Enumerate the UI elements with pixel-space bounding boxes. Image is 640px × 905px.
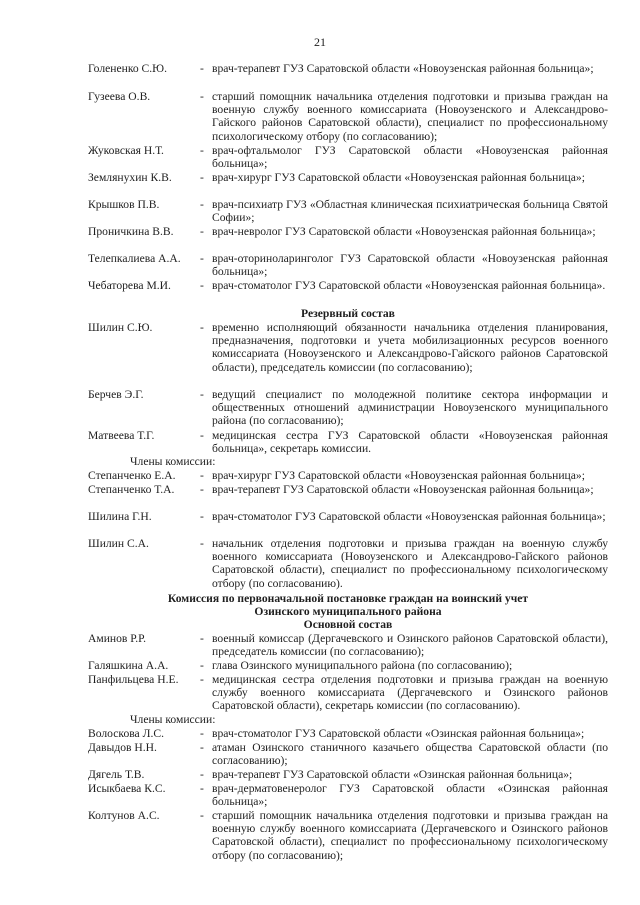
person-role: медицинская сестра отделения подготовки и призыва граждан на военную службу военного комиссариата (Дергачевского и Озинского районов Саратовской области), секретарь комиссии (по согласованию). bbox=[212, 673, 608, 713]
page-number: 21 bbox=[314, 35, 326, 49]
person-name: Колтунов А.С. bbox=[88, 809, 160, 822]
person-role: старший помощник начальника отделения подготовки и призыва граждан на военную службу военного комиссариата (Новоузенского и Александрово-Гайского районов Саратовской области), специалист по профессиональному психологическому отбору (по согласованию); bbox=[212, 90, 608, 143]
dash: - bbox=[200, 90, 204, 103]
dash: - bbox=[200, 388, 204, 401]
dash: - bbox=[200, 632, 204, 645]
person-role: старший помощник начальника отделения подготовки и призыва граждан на военную службу военного комиссариата (Дергачевского и Озинского районов Саратовской области), специалист по профессиональному психологическому отбору (по согласованию); bbox=[212, 809, 608, 862]
person-role: начальник отделения подготовки и призыва граждан на военную службу военного комиссариата (Новоузенского и Александрово-Гайского районов Саратовской области), специалист по профессиональному психологическому отбору (по согласованию). bbox=[212, 537, 608, 590]
person-name: Жуковская Н.Т. bbox=[88, 144, 164, 157]
commission-heading: Комиссия по первоначальной постановке граждан на воинский учет bbox=[167, 592, 529, 605]
person-name: Степанченко Т.А. bbox=[88, 483, 175, 496]
person-name: Матвеева Т.Г. bbox=[88, 429, 155, 442]
dash: - bbox=[200, 429, 204, 442]
person-name: Шилин С.А. bbox=[88, 537, 149, 550]
person-role: врач-стоматолог ГУЗ Саратовской области «Озинская районная больница»; bbox=[212, 727, 585, 740]
person-name: Шилин С.Ю. bbox=[88, 321, 153, 334]
person-name: Берчев Э.Г. bbox=[88, 388, 144, 401]
members-label: Члены комиссии: bbox=[130, 455, 216, 468]
person-role: врач-офтальмолог ГУЗ Саратовской области «Новоузенская районная больница»; bbox=[212, 144, 608, 171]
section-heading-main: Основной состав bbox=[303, 618, 393, 631]
dash: - bbox=[200, 225, 204, 238]
commission-heading-district: Озинского муниципального района bbox=[254, 605, 442, 618]
person-role: врач-оториноларинголог ГУЗ Саратовской области «Новоузенская районная больница»; bbox=[212, 252, 608, 279]
person-role: врач-терапевт ГУЗ Саратовской области «Озинская районная больница»; bbox=[212, 768, 573, 781]
dash: - bbox=[200, 659, 204, 672]
person-role: ведущий специалист по молодежной политике сектора информации и общественных отношений администрации Новоузенского муниципального района (по согласованию); bbox=[212, 388, 608, 428]
dash: - bbox=[200, 809, 204, 822]
person-name: Чебаторева М.И. bbox=[88, 279, 171, 292]
dash: - bbox=[200, 252, 204, 265]
section-heading-reserve: Резервный состав bbox=[301, 307, 395, 320]
person-role: врач-дерматовенеролог ГУЗ Саратовской области «Озинская районная больница»; bbox=[212, 782, 608, 809]
person-role: врач-стоматолог ГУЗ Саратовской области «Новоузенская районная больница»; bbox=[212, 510, 606, 523]
dash: - bbox=[200, 782, 204, 795]
person-name: Волоскова Л.С. bbox=[88, 727, 164, 740]
dash: - bbox=[200, 768, 204, 781]
person-role: врач-терапевт ГУЗ Саратовской области «Новоузенская районная больница»; bbox=[212, 62, 594, 75]
dash: - bbox=[200, 321, 204, 334]
person-role: временно исполняющий обязанности начальника отделения планирования, предназначения, подготовки и учета мобилизационных ресурсов военного комиссариата (Новоузенского и Александрово-Гайского районов Саратовской области), председатель комиссии (по согласованию); bbox=[212, 321, 608, 374]
person-name: Крышков П.В. bbox=[88, 198, 160, 211]
dash: - bbox=[200, 279, 204, 292]
person-name: Гузеева О.В. bbox=[88, 90, 151, 103]
dash: - bbox=[200, 537, 204, 550]
person-name: Степанченко Е.А. bbox=[88, 469, 176, 482]
person-role: врач-хирург ГУЗ Саратовской области «Новоузенская районная больница»; bbox=[212, 469, 585, 482]
person-role: врач-терапевт ГУЗ Саратовской области «Новоузенская районная больница»; bbox=[212, 483, 594, 496]
person-role: военный комиссар (Дергачевского и Озинского районов Саратовской области), председатель комиссии (по согласованию); bbox=[212, 632, 608, 659]
dash: - bbox=[200, 469, 204, 482]
dash: - bbox=[200, 198, 204, 211]
person-name: Шилина Г.Н. bbox=[88, 510, 152, 523]
person-name: Голененко С.Ю. bbox=[88, 62, 167, 75]
person-name: Давыдов Н.Н. bbox=[88, 741, 157, 754]
person-name: Панфильцева Н.Е. bbox=[88, 673, 179, 686]
person-role: глава Озинского муниципального района (по согласованию); bbox=[212, 659, 513, 672]
dash: - bbox=[200, 673, 204, 686]
dash: - bbox=[200, 510, 204, 523]
person-role: врач-невролог ГУЗ Саратовской области «Новоузенская районная больница»; bbox=[212, 225, 596, 238]
person-name: Галяшкина А.А. bbox=[88, 659, 169, 672]
person-name: Проничкина В.В. bbox=[88, 225, 174, 238]
person-role: врач-психиатр ГУЗ «Областная клиническая психиатрическая больница Святой Софии»; bbox=[212, 198, 608, 225]
person-name: Дягель Т.В. bbox=[88, 768, 145, 781]
person-name: Исыкбаева К.С. bbox=[88, 782, 166, 795]
dash: - bbox=[200, 741, 204, 754]
person-name: Землянухин К.В. bbox=[88, 171, 172, 184]
person-name: Аминов Р.Р. bbox=[88, 632, 147, 645]
dash: - bbox=[200, 171, 204, 184]
person-role: врач-хирург ГУЗ Саратовской области «Новоузенская районная больница»; bbox=[212, 171, 585, 184]
person-role: медицинская сестра ГУЗ Саратовской области «Новоузенская районная больница», секретарь комиссии. bbox=[212, 429, 608, 456]
members-label: Члены комиссии: bbox=[130, 713, 216, 726]
dash: - bbox=[200, 727, 204, 740]
dash: - bbox=[200, 62, 204, 75]
person-name: Телепкалиева А.А. bbox=[88, 252, 181, 265]
person-role: врач-стоматолог ГУЗ Саратовской области «Новоузенская районная больница». bbox=[212, 279, 606, 292]
person-role: атаман Озинского станичного казачьего общества Саратовской области (по согласованию); bbox=[212, 741, 608, 768]
dash: - bbox=[200, 483, 204, 496]
dash: - bbox=[200, 144, 204, 157]
